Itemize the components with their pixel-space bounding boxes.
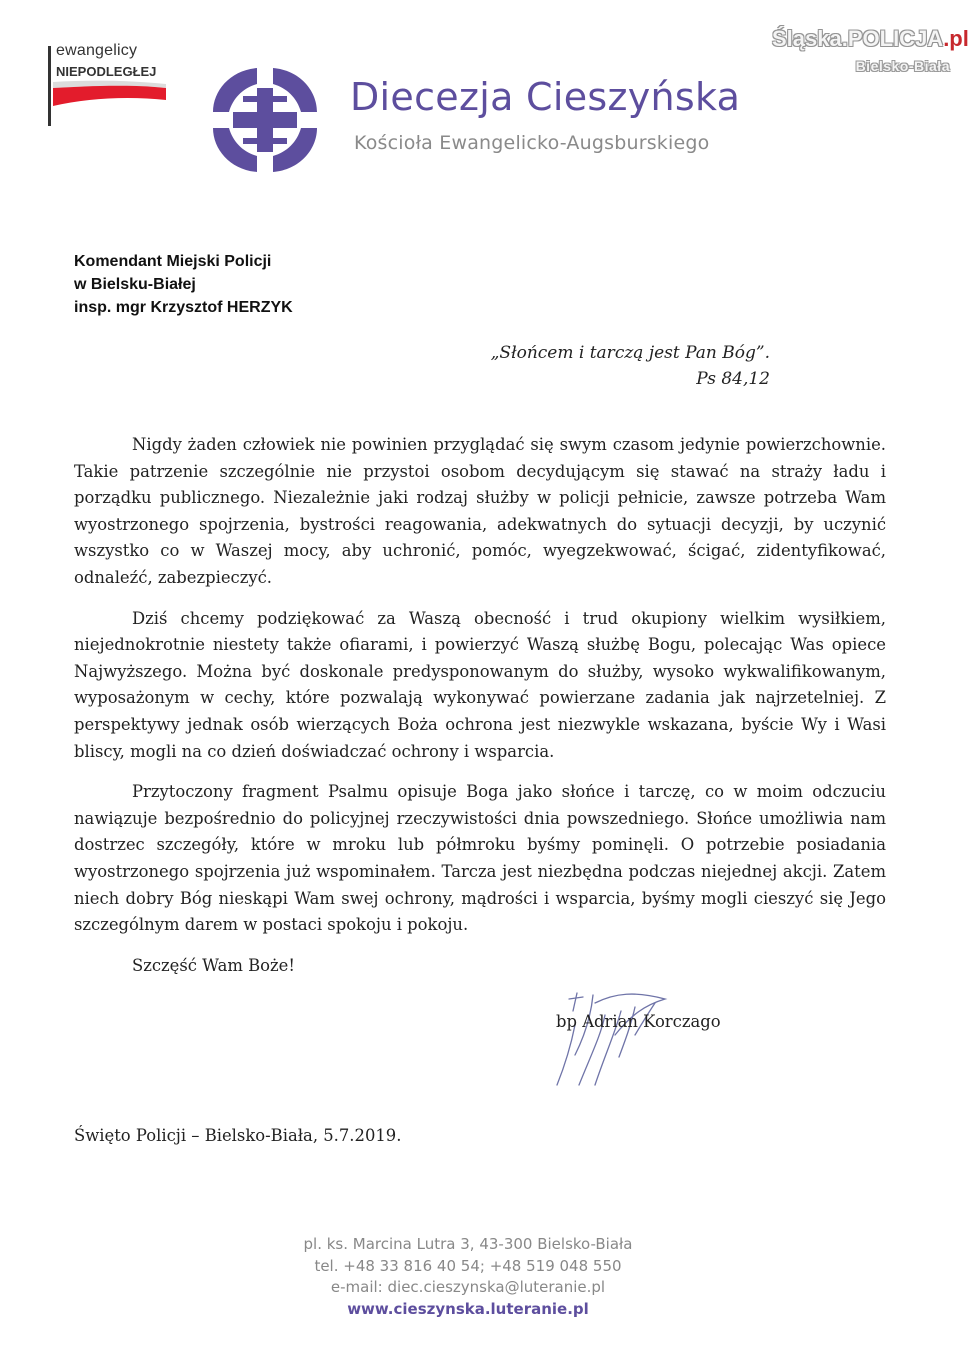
handwritten-signature-icon [535,985,705,1095]
police-watermark-name: Śląska.POLICJA [772,26,944,51]
badge-line1: ewangelicy [56,42,138,59]
letter-body [74,432,886,993]
recipient-line3: insp. mgr Krzysztof HERZYK [74,299,293,316]
paragraph-2: Dziś chcemy podziękować za Waszą obecność i trud okupiony wielkim wysiłkiem, niejednokrotnie niestety także ofiarami, i powierzyć Waszą służbę Bogu, polecając Was opiece Najwyższego. Można być doskonale predysponowanym do służby, wysoko wykwalifikowanym, wyposażonym w cechy, które pozwalają wykonywać powierzane zadania jak najrzetelniej. Z perspektywy jednak osób wierzących Boża ochrona jest niezwykle wskazana, byście Wy i Wasi bliscy, mogli na co dzień doświadczać ochrony i wsparcia. [74,608,886,761]
diocese-title: Diecezja Cieszyńska [350,75,741,119]
recipient-line1: Komendant Miejski Policji [74,253,272,270]
footer-email[interactable]: e-mail: diec.cieszynska@luteranie.pl [330,1278,606,1296]
diocese-subtitle: Kościoła Ewangelicko-Augsburskiego [354,132,710,154]
police-watermark-main [772,26,969,52]
closing-blessing: Szczęść Wam Boże! [132,955,295,975]
police-watermark-suffix: .pl [943,26,969,51]
footer-address: pl. ks. Marcina Lutra 3, 43-300 Bielsko-Biała [303,1235,633,1253]
psalm-quote [440,340,770,392]
letterhead-footer [268,1234,668,1320]
footer-phone: tel. +48 33 816 40 54; +48 519 048 550 [314,1256,622,1275]
quote-text: „Słońcem i tarczą jest Pan Bóg”. [490,343,770,363]
independence-badge [48,42,172,128]
paragraph-1: Nigdy żaden człowiek nie powinien przyglądać się swym czasom jedynie powierzchownie. Takie patrzenie szczególnie nie przystoi osobom decydującym się stawać na straży ładu i porządku publicznego. Niezależnie jaki rodzaj służby w policji pełnicie, zawsze potrzeba Wam wyostrzonego spojrzenia, bystrości reagowania, adekwatnych do sytuacji decyzji, by uczynić wszystko co w Waszej mocy, aby uchronić, pomóc, wyegzekwować, ścigać, zidentyfikować, odnaleźć, zabezpieczyć. [74,435,886,587]
badge-line2: NIEPODLEGŁEJ [56,64,157,79]
footer-website-link[interactable]: www.cieszynska.luteranie.pl [347,1299,589,1318]
date-line: Święto Policji – Bielsko-Biała, 5.7.2019. [74,1126,402,1145]
flag-ribbon-icon [48,76,172,128]
quote-reference: Ps 84,12 [696,369,770,389]
diocese-cross-logo-icon [205,60,325,180]
recipient-block [74,250,293,319]
recipient-line2: w Bielsku-Białej [74,276,196,293]
paragraph-3: Przytoczony fragment Psalmu opisuje Boga jako słońce i tarczę, co w moim odczuciu nawiązuje bezpośrednio do policyjnej rzeczywistości dnia powszedniego. Słońce umożliwia nam dostrzec szczegóły, które w mroku lub półmroku byśmy pominęli. O potrzebie posiadania wyostrzonego spojrzenia już wspominałem. Tarcza jest niezbędna podczas niejednej akcji. Zatem niech dobry Bóg nieskąpi Wam swej ochrony, mądrości i wsparcia, byśmy mogli cieszyć się Jego szczególnym darem w postaci spokoju i pokoju. [74,782,886,935]
police-watermark-city: Bielsko-Biała [855,58,950,74]
signature-name: bp Adrian Korczago [556,1012,721,1031]
police-watermark [772,26,969,74]
